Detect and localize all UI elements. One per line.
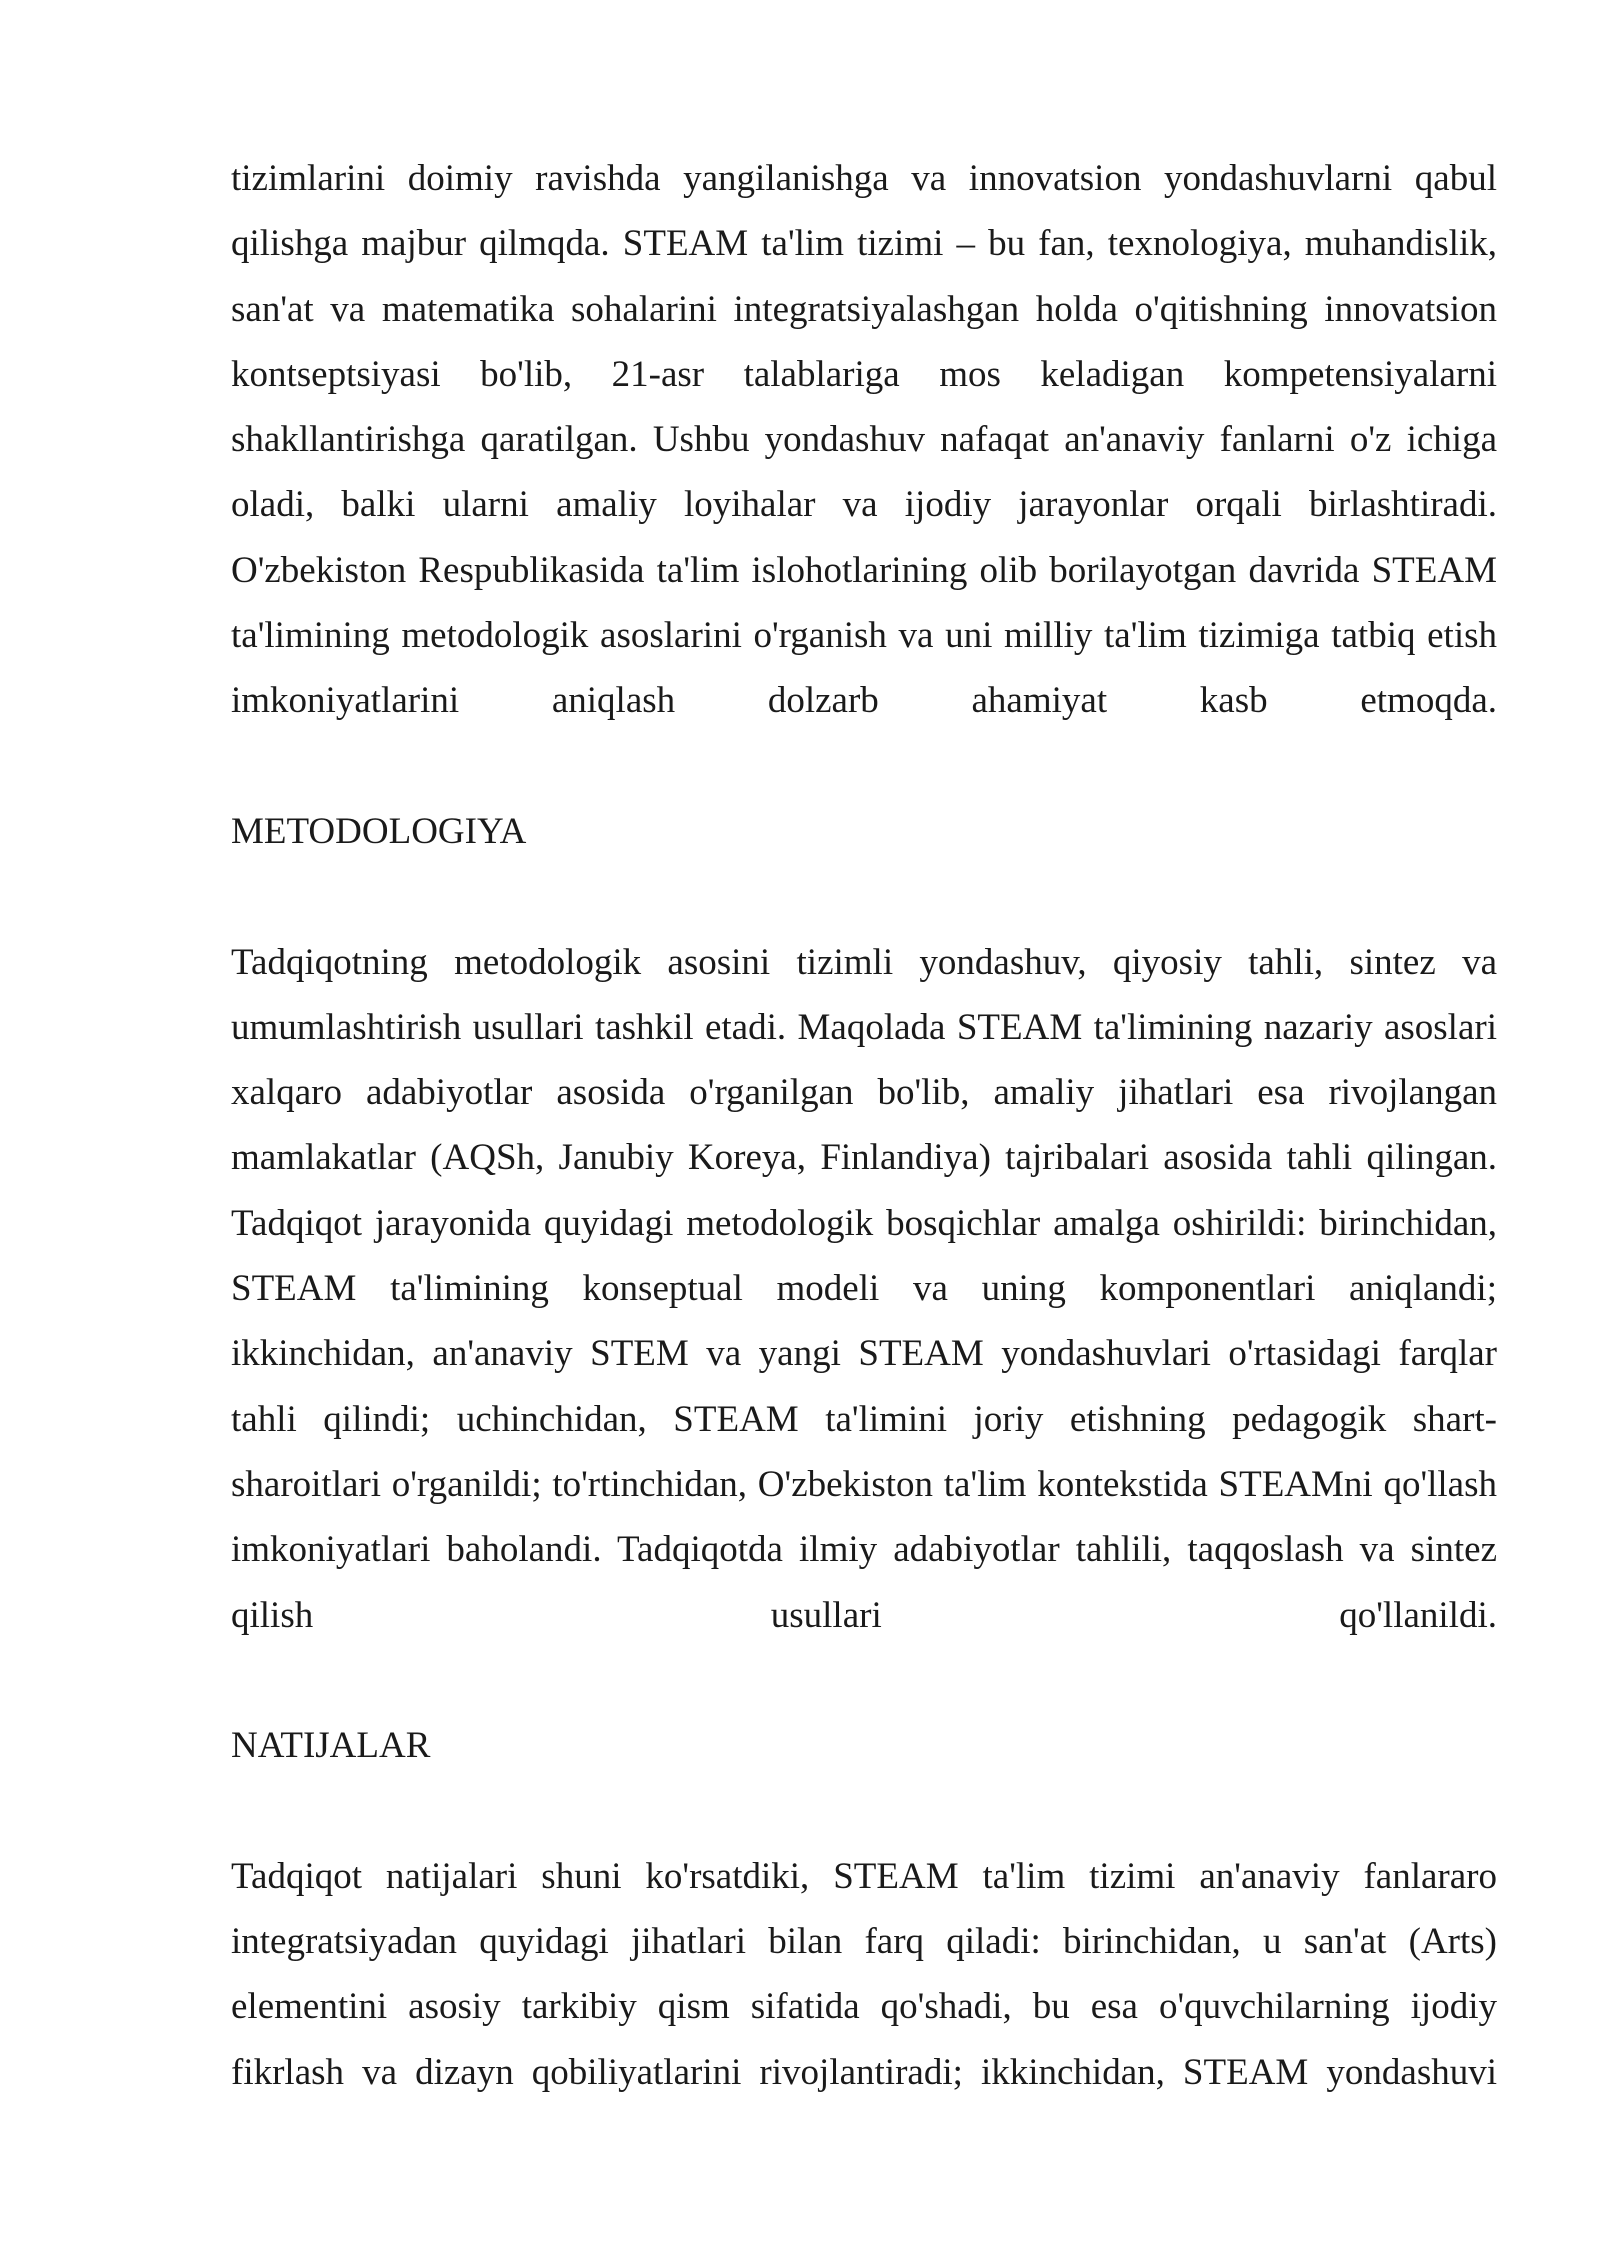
intro-paragraph: tizimlarini doimiy ravishda yangilanishga va innovatsion yondashuvlarni qabul qilishga majbur qilmqda. STEAM ta'lim tizimi – bu fan, texnologiya, muhandislik, san'at va matematika sohalarini integratsiyalashgan holda o'qitishning innovatsion kontseptsiyasi bo'lib, 21-asr talablariga mos keladigan kompetensiyalarni shakllantirishga qaratilgan. Ushbu yondashuv nafaqat an'anaviy fanlarni o'z ichiga oladi, balki ularni amaliy loyihalar va ijodiy jarayonlar orqali birlashtiradi. O'zbekiston Respublikasida ta'lim islohotlarining olib borilayotgan davrida STEAM ta'limining metodologik asoslarini o'rganish va uni milliy ta'lim tizimiga tatbiq etish imkoniyatlarini aniqlash dolzarb ahamiyat kasb etmoqda. [231,158,1497,722]
section-heading-results: NATIJALAR [231,1725,431,1767]
spacer [231,734,1497,799]
spacer [231,1648,1497,1713]
results-paragraph: Tadqiqot natijalari shuni ko'rsatdiki, STEAM ta'lim tizimi an'anaviy fanlararo integratsiyadan quyidagi jihatlari bilan farq qiladi: birinchidan, u san'at (Arts) elementini asosiy tarkibiy qism sifatida qo'shadi, bu esa o'quvchilarning ijodiy fikrlash va dizayn qobiliyatlarini rivojlantiradi; ikkinchidan, STEAM yondashuvi [231,1855,1497,2093]
section-heading-methodology: METODOLOGIYA [231,810,527,852]
spacer [231,1778,1497,1843]
document-body [231,146,1497,2105]
spacer [231,864,1497,929]
methodology-paragraph: Tadqiqotning metodologik asosini tizimli yondashuv, qiyosiy tahli, sintez va umumlashtirish usullari tashkil etadi. Maqolada STEAM ta'limining nazariy asoslari xalqaro adabiyotlar asosida o'rganilgan bo'lib, amaliy jihatlari esa rivojlangan mamlakatlar (AQSh, Janubiy Koreya, Finlandiya) tajribalari asosida tahli qilingan. Tadqiqot jarayonida quyidagi metodologik bosqichlar amalga oshirildi: birinchidan, STEAM ta'limining konseptual modeli va uning komponentlari aniqlandi; ikkinchidan, an'anaviy STEM va yangi STEAM yondashuvlari o'rtasidagi farqlar tahli qilindi; uchinchidan, STEAM ta'limini joriy etishning pedagogik shart-sharoitlari o'rganildi; to'rtinchidan, O'zbekiston ta'lim kontekstida STEAMni qo'llash imkoniyatlari baholandi. Tadqiqotda ilmiy adabiyotlar tahlili, taqqoslash va sintez qilish usullari qo'llanildi. [231,941,1497,1636]
